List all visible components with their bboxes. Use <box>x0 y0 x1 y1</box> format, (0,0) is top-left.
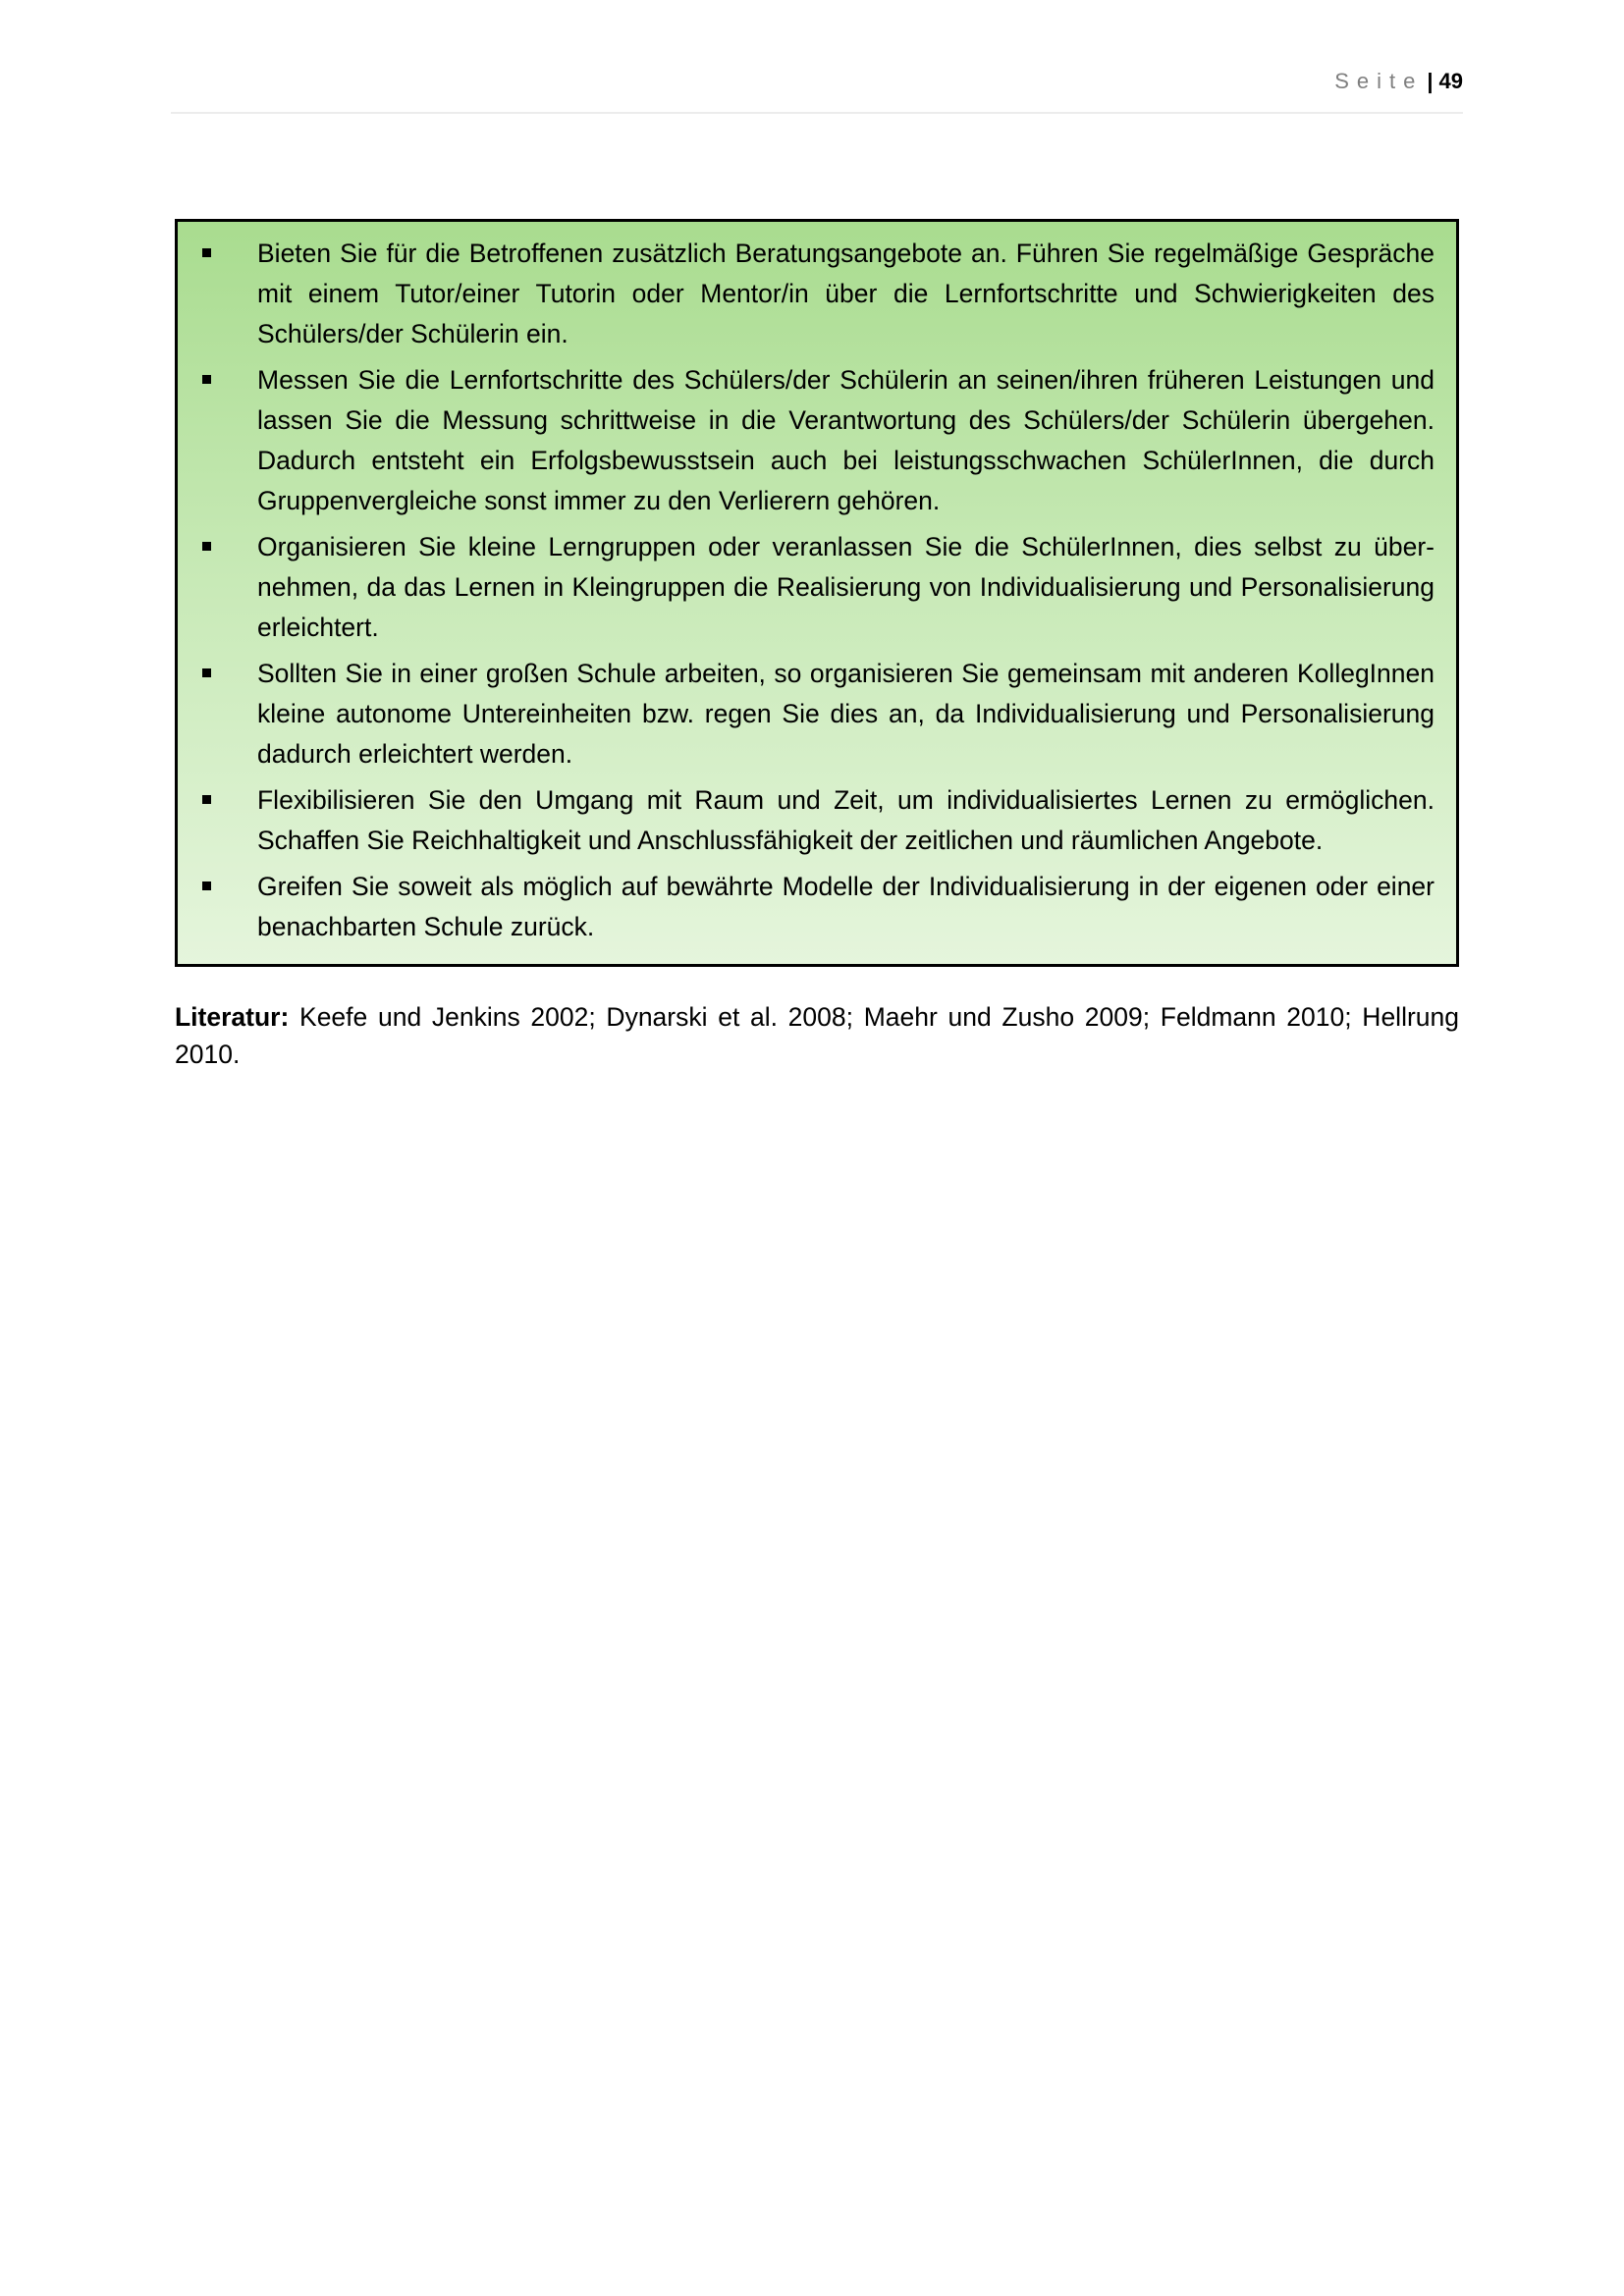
list-item <box>199 867 1435 947</box>
list-item <box>199 360 1435 521</box>
page-header <box>171 61 1463 114</box>
list-item <box>199 527 1435 648</box>
list-item <box>199 234 1435 354</box>
list-item <box>199 780 1435 861</box>
square-bullet-icon <box>202 795 211 804</box>
page-separator: | <box>1427 69 1434 93</box>
square-bullet-icon <box>202 881 211 890</box>
square-bullet-icon <box>202 542 211 551</box>
recommendation-box <box>175 219 1459 967</box>
list-item-text: Bieten Sie für die Betroffenen zusätzlich Beratungsangebote an. Führen Sie regelmäßige Gespräche mit einem Tutor/einer Tutorin oder Mentor/in über die Lernfortschritte und Schwierigkeiten des Schülers/der Schülerin ein. <box>257 239 1435 348</box>
square-bullet-icon <box>202 375 211 384</box>
page-number-value: 49 <box>1438 69 1463 93</box>
recommendation-list <box>199 234 1435 947</box>
list-item-text: Organisieren Sie kleine Lerngruppen oder veranlassen Sie die SchülerInnen, dies selbst zu übernehmen, da das Lernen in Kleingruppen die Realisierung von Individualisierung und Personalisierung erleichtert. <box>257 532 1435 642</box>
list-item-text: Messen Sie die Lernfortschritte des Schülers/der Schülerin an seinen/ihren früheren Leistungen und lassen Sie die Messung schrittweise in die Verantwortung des Schülers/der Schülerin übergehen. Dadurch entsteht ein Erfolgsbewusstsein auch bei leistungsschwachen SchülerInnen, die durch Gruppenvergleiche sonst immer zu den Verlierern gehören. <box>257 365 1435 515</box>
page-number <box>1334 69 1463 94</box>
literature-paragraph <box>175 998 1459 1073</box>
list-item-text: Sollten Sie in einer großen Schule arbeiten, so organisieren Sie gemeinsam mit anderen KollegInnen kleine autonome Untereinheiten bzw. regen Sie dies an, da Individualisierung und Personalisierung dadurch erleichtert werden. <box>257 659 1435 769</box>
list-item <box>199 654 1435 774</box>
seite-label: Seite <box>1334 69 1424 93</box>
list-item-text: Flexibilisieren Sie den Umgang mit Raum und Zeit, um individualisiertes Lernen zu ermöglichen. Schaffen Sie Reichhaltigkeit und Anschlussfähigkeit der zeitlichen und räumlichen Angebote. <box>257 785 1435 855</box>
square-bullet-icon <box>202 248 211 257</box>
square-bullet-icon <box>202 668 211 677</box>
list-item-text: Greifen Sie soweit als möglich auf bewährte Modelle der Individualisierung in der eigenen oder einer benachbarten Schule zurück. <box>257 872 1435 941</box>
literature-label: Literatur: <box>175 1001 290 1032</box>
literature-references: Keefe und Jenkins 2002; Dynarski et al. 2008; Maehr und Zusho 2009; Feldmann 2010; Hellrung 2010. <box>175 1001 1459 1069</box>
